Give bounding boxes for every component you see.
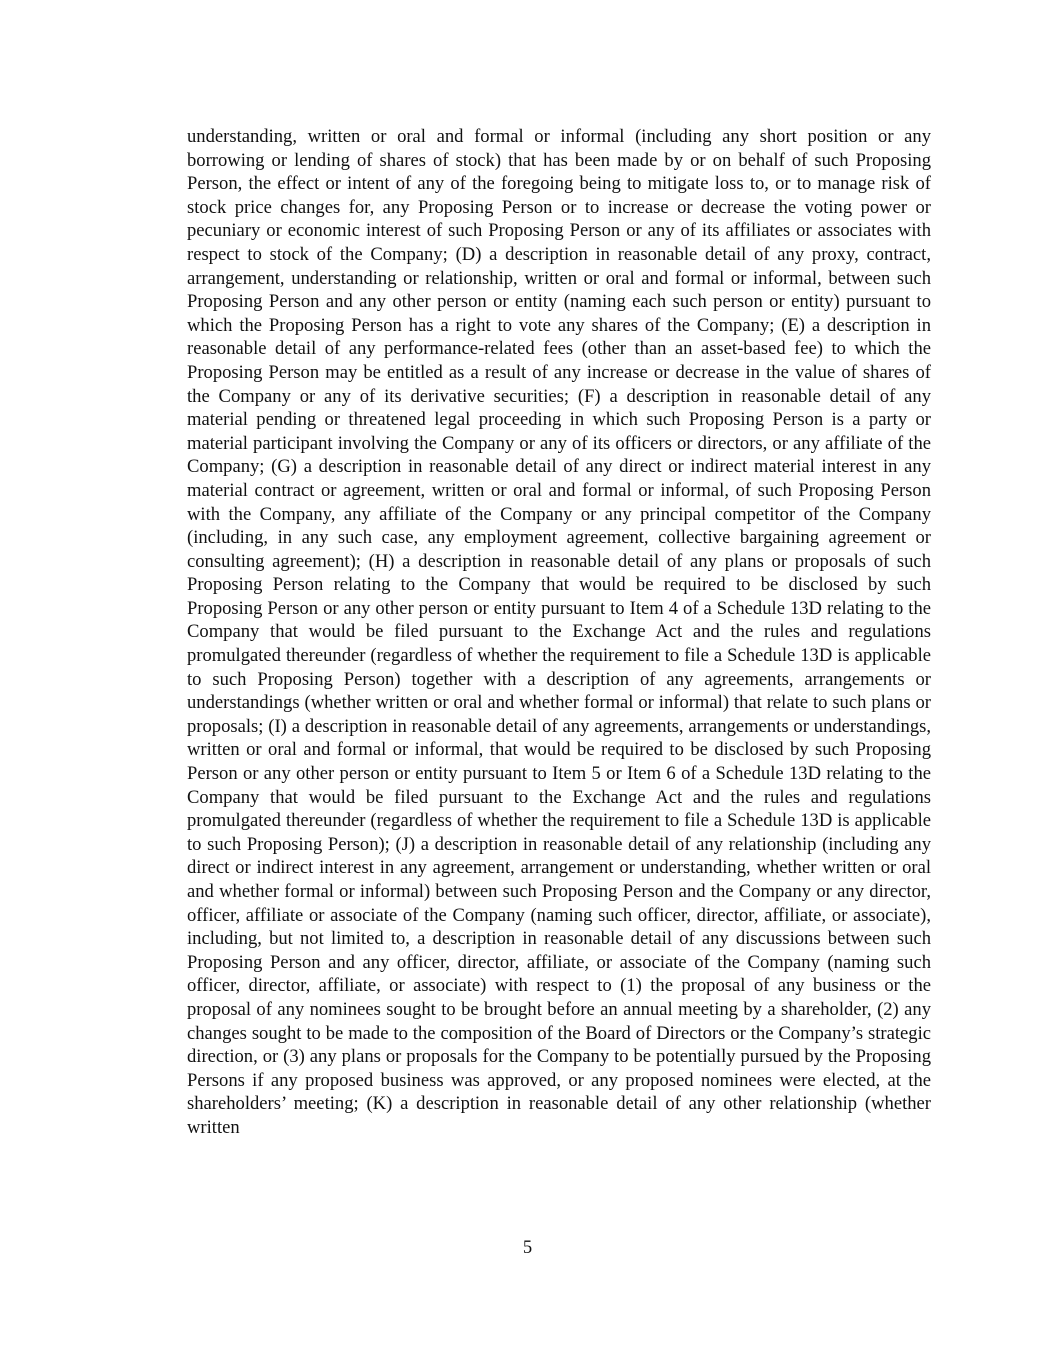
page-number: 5: [522, 1237, 533, 1258]
body-paragraph: understanding, written or oral and formal or informal (including any short position or any borrowing or lending of shares of stock) that has been made by or on behalf of such Proposing Person, the effect or intent of any of the foregoing being to mitigate loss to, or to manage risk of stock price changes for, any Proposing Person or to increase or decrease the voting power or pecuniary or economic interest of such Proposing Person or any of its affiliates or associates with respect to stock of the Company; (D) a description in reasonable detail of any proxy, contract, arrangement, understanding or relationship, written or oral and formal or informal, between such Proposing Person and any other person or entity (naming each such person or entity) pursuant to which the Proposing Person has a right to vote any shares of the Company; (E) a description in reasonable detail of any performance-related fees (other than an asset-based fee) to which the Proposing Person may be entitled as a result of any increase or decrease in the value of shares of the Company or any of its derivative securities; (F) a description in reasonable detail of any material pending or threatened legal proceeding in which such Proposing Person is a party or material participant involving the Company or any of its officers or directors, or any affiliate of the Company; (G) a description in reasonable detail of any direct or indirect material interest in any material contract or agreement, written or oral and formal or informal, of such Proposing Person with the Company, any affiliate of the Company or any principal competitor of the Company (including, in any such case, any employment agreement, collective bargaining agreement or consulting agreement); (H) a description in reasonable detail of any plans or proposals of such Proposing Person relating to the Company that would be required to be disclosed by such Proposing Person or any other person or entity pursuant to Item 4 of a Schedule 13D relating to the Company that would be filed pursuant to the Exchange Act and the rules and regulations promulgated thereunder (regardless of whether the requirement to file a Schedule 13D is applicable to such Proposing Person) together with a description of any agreements, arrangements or understandings (whether written or oral and whether formal or informal) that relate to such plans or proposals; (I) a description in reasonable detail of any agreements, arrangements or understandings, written or oral and formal or informal, that would be required to be disclosed by such Proposing Person or any other person or entity pursuant to Item 5 or Item 6 of a Schedule 13D relating to the Company that would be filed pursuant to the Exchange Act and the rules and regulations promulgated thereunder (regardless of whether the requirement to file a Schedule 13D is applicable to such Proposing Person); (J) a description in reasonable detail of any relationship (including any direct or indirect interest in any agreement, arrangement or understanding, whether written or oral and whether formal or informal) between such Proposing Person and the Company or any director, officer, affiliate or associate of the Company (naming such officer, director, affiliate, or associate), including, but not limited to, a description in reasonable detail of any discussions between such Proposing Person and any officer, director, affiliate, or associate of the Company (naming such officer, director, affiliate, or associate) with respect to (1) the proposal of any business or the proposal of any nominees sought to be brought before an annual meeting by a shareholder, (2) any changes sought to be made to the composition of the Board of Directors or the Company’s strategic direction, or (3) any plans or proposals for the Company to be potentially pursued by the Proposing Persons if any proposed business was approved, or any proposed nominees were elected, at the shareholders’ meeting; (K) a description in reasonable detail of any other relationship (whether written: [187, 126, 931, 1138]
